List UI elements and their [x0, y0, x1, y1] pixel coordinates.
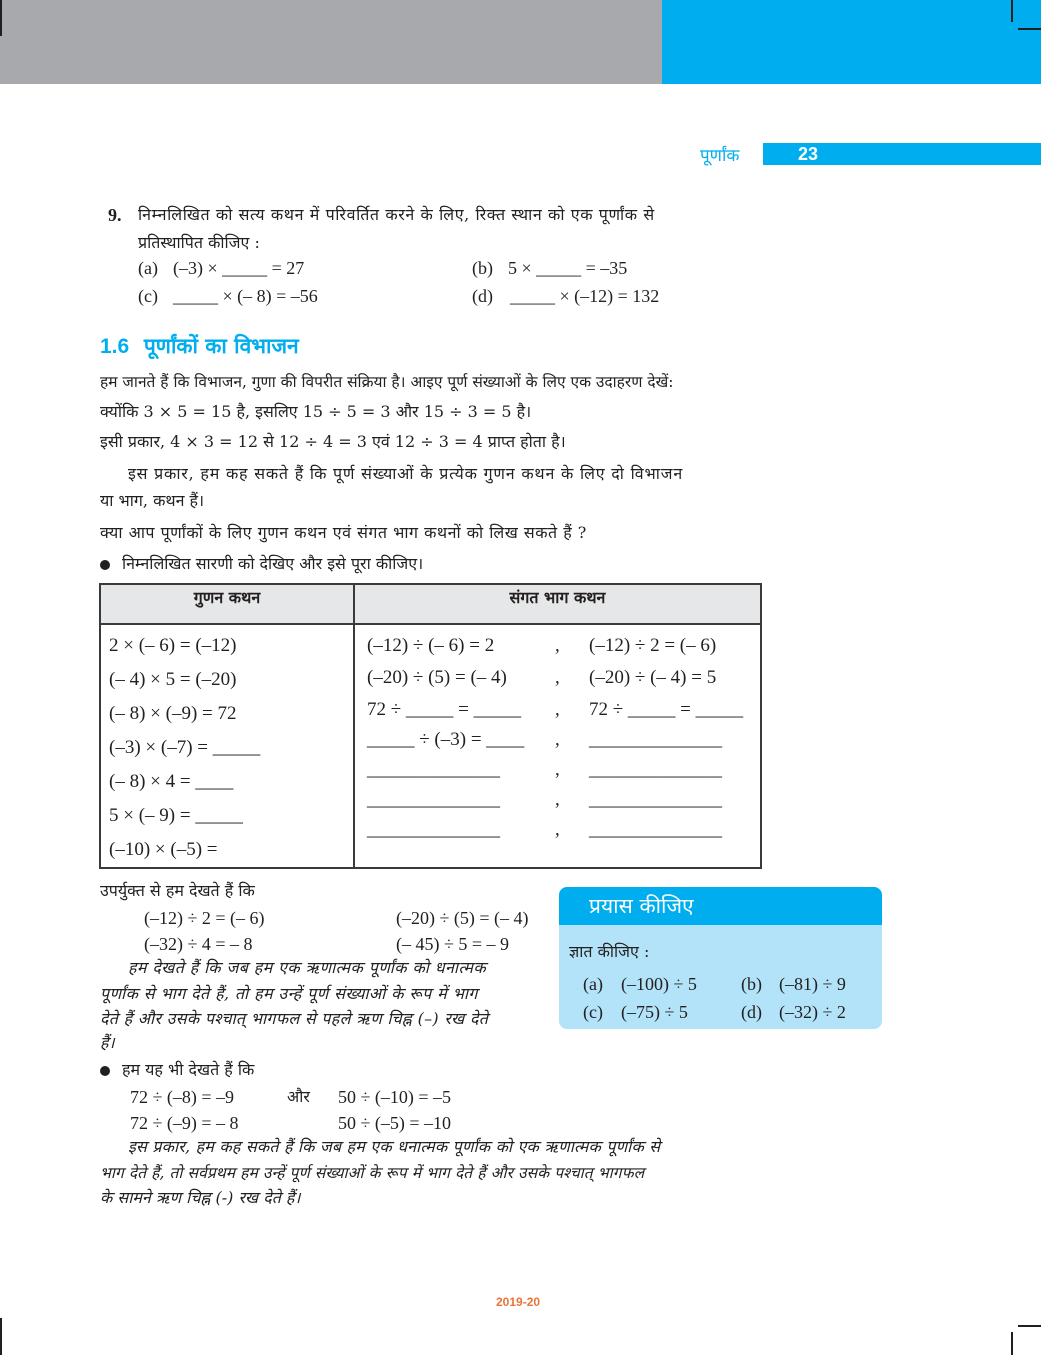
mult-statement: (– 4) × 5 = (–20): [109, 669, 237, 690]
div-sep: ,: [555, 819, 560, 840]
mult-statement: (– 8) × 4 = ____: [109, 771, 234, 792]
bullet-text: हम यह भी देखते हैं कि: [122, 1060, 255, 1079]
bullet-observation: [100, 1059, 254, 1081]
running-header-chapter: पूर्णांक: [700, 146, 740, 166]
observation2-eq: 72 ÷ (–8) = –9: [130, 1087, 235, 1107]
div-left: ______________: [367, 789, 500, 810]
rule2-line1: इस प्रकार, हम कह सकते हैं कि जब हम एक धनात्मक पूर्णांक को एक ऋणात्मक पूर्णांक से: [128, 1137, 661, 1156]
para-4-line1: इस प्रकार, हम कह सकते हैं कि पूर्ण संख्याओं के प्रत्येक गुणन कथन के लिए दो विभाजन: [128, 464, 684, 483]
div-right: ______________: [589, 789, 722, 810]
top-blue-band: [662, 0, 1041, 84]
observation-eq: (–32) ÷ 4 = – 8: [144, 934, 253, 954]
div-right: ______________: [589, 729, 722, 750]
mult-statement: (– 8) × (–9) = 72: [109, 703, 237, 724]
div-sep: ,: [555, 667, 560, 688]
try-these-title: प्रयास कीजिए: [559, 887, 882, 925]
observation-eq: (–12) ÷ 2 = (– 6): [144, 908, 265, 928]
multiplication-cell: [100, 624, 354, 868]
exercise-item-b: 5 × _____ = –35: [508, 258, 628, 278]
para-3: इसी प्रकार, 4 × 3 = 12 से 12 ÷ 4 = 3 एवं 12 ÷ 3 = 4 प्राप्त होता है।: [100, 432, 566, 451]
div-right: ______________: [589, 819, 722, 840]
observation-intro: उपर्युक्त से हम देखते हैं कि: [100, 881, 255, 900]
crop-mark-top-right-h: [1018, 28, 1041, 30]
div-right: 72 ÷ _____ = _____: [589, 699, 744, 720]
div-left: (–20) ÷ (5) = (– 4): [367, 667, 507, 688]
rule2-line2: भाग देते हैं, तो सर्वप्रथम हम उन्हें पूर्ण संख्याओं के रूप में भाग देते हैं और उसके पश्चात् भागफल: [100, 1164, 645, 1182]
rule1-line4: हैं।: [100, 1033, 115, 1052]
observation2-and: और: [287, 1087, 310, 1106]
try-item-b: (–81) ÷ 9: [779, 974, 846, 994]
rule2-line3: के सामने ऋण चिह्न (-) रख देते हैं।: [100, 1188, 301, 1207]
try-item-b-label: (b): [741, 974, 762, 994]
div-sep: ,: [555, 635, 560, 656]
bullet-icon: [100, 560, 110, 570]
try-item-d-label: (d): [741, 1002, 762, 1022]
div-left: (–12) ÷ (– 6) = 2: [367, 635, 495, 656]
try-item-c-label: (c): [583, 1002, 603, 1022]
crop-mark-bottom-right-v: [1011, 1332, 1013, 1355]
crop-mark-top-right-v: [1011, 0, 1013, 22]
footer-year: 2019-20: [496, 1295, 541, 1309]
div-right: ______________: [589, 759, 722, 780]
try-item-d: (–32) ÷ 2: [779, 1002, 846, 1022]
exercise-text-line2: प्रतिस्थापित कीजिए :: [138, 233, 260, 252]
div-sep: ,: [555, 789, 560, 810]
div-left: ______________: [367, 819, 500, 840]
observation-eq: (–20) ÷ (5) = (– 4): [396, 908, 529, 928]
rule1-line1: हम देखते हैं कि जब हम एक ऋणात्मक पूर्णांक को धनात्मक: [128, 958, 487, 977]
bullet-icon: [100, 1066, 110, 1076]
exercise-text-line1: निम्नलिखित को सत्य कथन में परिवर्तित करने के लिए, रिक्त स्थान को एक पूर्णांक से: [138, 205, 655, 224]
try-these-box: [559, 887, 882, 1029]
observation2-eq: 50 ÷ (–10) = –5: [338, 1087, 452, 1107]
exercise-item-c: _____ × (– 8) = –56: [173, 286, 318, 306]
observation2-eq: 50 ÷ (–5) = –10: [338, 1113, 452, 1133]
div-sep: ,: [555, 699, 560, 720]
try-item-a-label: (a): [583, 974, 603, 994]
division-cell: [354, 624, 761, 868]
table-header-multiplication: गुणन कथन: [100, 584, 354, 624]
top-gray-band: [0, 0, 662, 84]
exercise-item-a-label: (a): [138, 258, 158, 278]
exercise-item-a: (–3) × _____ = 27: [173, 258, 305, 278]
bullet-instruction: [100, 553, 423, 575]
section-number: 1.6: [100, 335, 130, 358]
mult-statement: (–3) × (–7) = _____: [109, 737, 261, 758]
rule1-line3: देते हैं और उसके पश्चात् भागफल से पहले ऋण चिह्न (–) रख देते: [100, 1009, 489, 1028]
exercise-item-d-label: (d): [472, 286, 493, 306]
mult-statement: (–10) × (–5) =: [109, 839, 218, 860]
observation-eq: (– 45) ÷ 5 = – 9: [396, 934, 510, 954]
crop-mark-top-left: [0, 0, 2, 36]
exercise-item-d: _____ × (–12) = 132: [510, 286, 660, 306]
try-item-c: (–75) ÷ 5: [621, 1002, 688, 1022]
page-number: 23: [798, 144, 819, 164]
table-header-division: संगत भाग कथन: [354, 584, 761, 624]
div-left: _____ ÷ (–3) = ____: [367, 729, 525, 750]
para-1: हम जानते हैं कि विभाजन, गुणा की विपरीत संक्रिया है। आइए पूर्ण संख्याओं के लिए एक उदाहरण देखें:: [100, 373, 674, 391]
crop-mark-bottom-right-h: [1018, 1325, 1041, 1327]
div-sep: ,: [555, 759, 560, 780]
para-4-line2: या भाग, कथन हैं।: [100, 491, 205, 510]
mult-statement: 5 × (– 9) = _____: [109, 805, 243, 826]
try-item-a: (–100) ÷ 5: [621, 974, 697, 994]
crop-mark-bottom-left: [0, 1318, 2, 1355]
rule1-line2: पूर्णांक से भाग देते हैं, तो हम उन्हें पूर्ण संख्याओं के रूप में भाग: [100, 984, 478, 1003]
div-left: ______________: [367, 759, 500, 780]
exercise-item-c-label: (c): [138, 286, 158, 306]
try-these-prompt: ज्ञात कीजिए :: [569, 942, 650, 961]
div-left: 72 ÷ _____ = _____: [367, 699, 522, 720]
exercise-item-b-label: (b): [472, 258, 493, 278]
section-title: पूर्णांकों का विभाजन: [143, 334, 299, 358]
bullet-text: निम्नलिखित सारणी को देखिए और इसे पूरा कीजिए।: [122, 554, 424, 573]
para-2: क्योंकि 3 × 5 = 15 है, इसलिए 15 ÷ 5 = 3 और 15 ÷ 3 = 5 है।: [100, 402, 532, 421]
div-right: (–20) ÷ (– 4) = 5: [589, 667, 717, 688]
div-right: (–12) ÷ 2 = (– 6): [589, 635, 717, 656]
multiplication-division-table: [99, 583, 762, 869]
section-heading: [100, 332, 299, 360]
exercise-number: 9.: [108, 205, 122, 225]
para-5: क्या आप पूर्णांकों के लिए गुणन कथन एवं संगत भाग कथनों को लिख सकते हैं ?: [100, 523, 587, 542]
observation2-eq: 72 ÷ (–9) = – 8: [130, 1113, 239, 1133]
div-sep: ,: [555, 729, 560, 750]
mult-statement: 2 × (– 6) = (–12): [109, 635, 237, 656]
